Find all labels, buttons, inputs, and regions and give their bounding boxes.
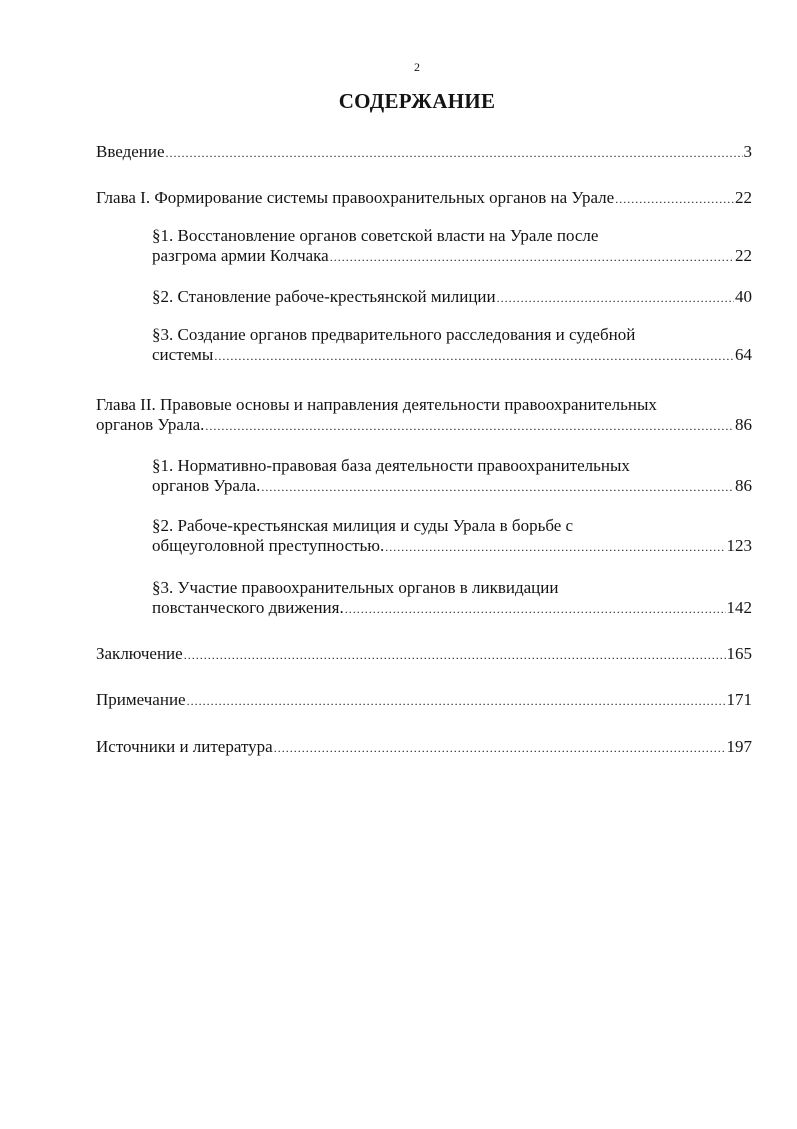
toc-entry-title-line-1: Глава II. Правовые основы и направления деятельности правоохранительных [96, 395, 657, 414]
toc-page-number: 3 [743, 142, 752, 161]
dot-leader [205, 416, 734, 435]
toc-entry-title: Введение [96, 142, 165, 161]
toc-page-number: 142 [726, 598, 752, 617]
toc-entry-title-line-2: повстанческого движения. [152, 598, 344, 617]
toc-page-number: 86 [735, 476, 752, 495]
toc-entry-title-line-1: §1. Нормативно-правовая база деятельности правоохранительных [152, 456, 630, 475]
dot-leader [345, 599, 726, 618]
toc-entry-chapter-1[interactable] [96, 188, 752, 208]
toc-entry-title: Примечание [96, 690, 186, 709]
toc-entry-title-line-2: органов Урала. [152, 476, 261, 495]
dot-leader [184, 645, 726, 664]
toc-page-number: 171 [726, 690, 752, 709]
dot-leader [330, 247, 734, 266]
dot-leader [187, 691, 726, 710]
toc-page-number: 123 [726, 536, 752, 555]
toc-page-number: 22 [735, 188, 752, 207]
toc-entry-sources[interactable] [96, 737, 752, 757]
toc-page-number: 197 [726, 737, 752, 756]
toc-entry-chapter-2-section-2[interactable] [152, 516, 752, 556]
toc-page-number: 64 [735, 345, 752, 364]
toc-entry-notes[interactable] [96, 690, 752, 710]
toc-entry-title-line-2: общеуголовной преступностью. [152, 536, 385, 555]
page-number: 2 [414, 60, 420, 74]
toc-entry-title: Глава I. Формирование системы правоохранительных органов на Урале [96, 188, 615, 207]
toc-page-number: 22 [735, 246, 752, 265]
toc-entry-title-line-1: §3. Участие правоохранительных органов в ликвидации [152, 578, 559, 597]
toc-entry-chapter-1-section-3[interactable] [152, 325, 752, 365]
toc-entry-chapter-1-section-2[interactable] [152, 287, 752, 307]
toc-entry-chapter-2-section-1[interactable] [152, 456, 752, 496]
toc-entry-chapter-2-section-3[interactable] [152, 578, 752, 618]
dot-leader [497, 288, 734, 307]
toc-page-number: 165 [726, 644, 752, 663]
dot-leader [166, 143, 743, 162]
toc-entry-conclusion[interactable] [96, 644, 752, 664]
toc-entry-title: Источники и литература [96, 737, 273, 756]
dot-leader [261, 477, 734, 496]
toc-entry-introduction[interactable] [96, 142, 752, 162]
toc-entry-chapter-2[interactable] [96, 395, 756, 435]
toc-entry-title-line-2: органов Урала. [96, 415, 205, 434]
dot-leader [385, 537, 725, 556]
toc-entry-title-line-1: §3. Создание органов предварительного расследования и судебной [152, 325, 636, 344]
toc-entry-title-line-1: §2. Рабоче-крестьянская милиция и суды Урала в борьбе с [152, 516, 574, 535]
dot-leader [274, 738, 726, 757]
dot-leader [615, 189, 734, 208]
dot-leader [214, 346, 734, 365]
toc-entry-title-line-2: разгрома армии Колчака [152, 246, 329, 265]
toc-entry-title: §2. Становление рабоче-крестьянской милиции [152, 287, 496, 306]
toc-page-number: 40 [735, 287, 752, 306]
toc-entry-title-line-1: §1. Восстановление органов советской власти на Урале после [152, 226, 599, 245]
toc-entry-title: Заключение [96, 644, 183, 663]
toc-page-number: 86 [735, 415, 752, 434]
toc-entry-title-line-2: системы [152, 345, 214, 364]
page-title: СОДЕРЖАНИЕ [338, 89, 496, 113]
toc-entry-chapter-1-section-1[interactable] [152, 226, 752, 266]
